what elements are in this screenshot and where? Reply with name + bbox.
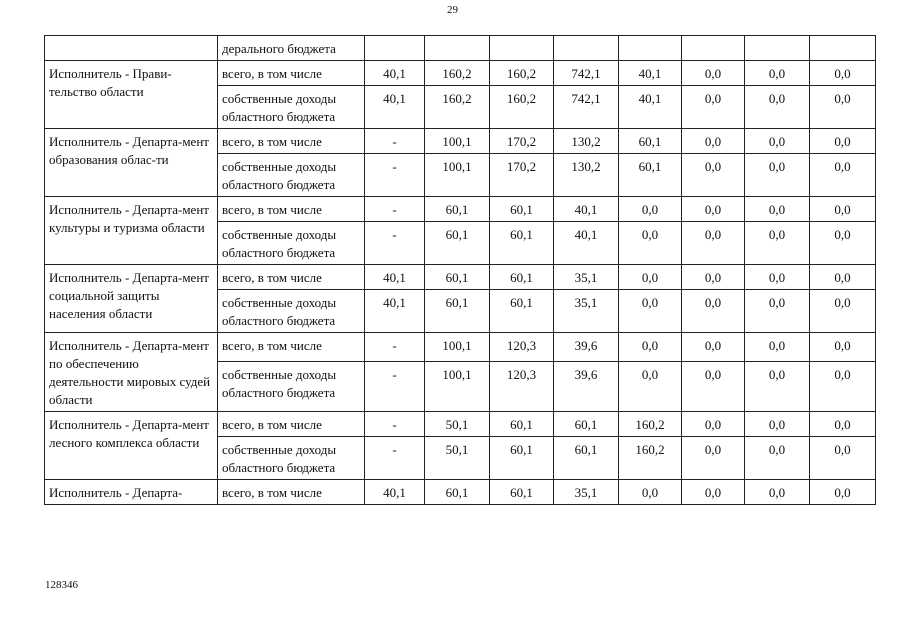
executor-cell: Исполнитель - Департа-: [45, 480, 218, 505]
value-cell: 0,0: [745, 333, 810, 362]
table-row: [45, 197, 876, 222]
value-cell: 0,0: [810, 197, 876, 222]
value-cell: 170,2: [490, 129, 554, 154]
value-cell: 0,0: [745, 290, 810, 333]
value-cell: 40,1: [554, 222, 619, 265]
value-cell: 0,0: [682, 480, 745, 505]
funding-source-cell: всего, в том числе: [218, 412, 365, 437]
executor-cell: Исполнитель - Департа-мент социальной защиты населения области: [45, 265, 218, 333]
value-cell: 0,0: [682, 154, 745, 197]
funding-source-cell: всего, в том числе: [218, 333, 365, 362]
value-cell: 60,1: [425, 265, 490, 290]
table-row: [45, 36, 876, 61]
value-cell: 160,2: [490, 86, 554, 129]
funding-source-cell: собственные доходы областного бюджета: [218, 86, 365, 129]
value-cell: 0,0: [810, 61, 876, 86]
value-cell: 50,1: [425, 437, 490, 480]
funding-source-cell: всего, в том числе: [218, 129, 365, 154]
value-cell: 0,0: [682, 222, 745, 265]
value-cell: 0,0: [682, 129, 745, 154]
value-cell: [490, 36, 554, 61]
table-row: [45, 265, 876, 290]
funding-source-cell: собственные доходы областного бюджета: [218, 362, 365, 412]
value-cell: 60,1: [490, 222, 554, 265]
value-cell: 0,0: [745, 437, 810, 480]
value-cell: 60,1: [490, 197, 554, 222]
value-cell: [619, 36, 682, 61]
value-cell: 60,1: [619, 129, 682, 154]
value-cell: 0,0: [810, 222, 876, 265]
value-cell: 742,1: [554, 86, 619, 129]
value-cell: 60,1: [425, 222, 490, 265]
value-cell: 100,1: [425, 154, 490, 197]
funding-source-cell: всего, в том числе: [218, 265, 365, 290]
value-cell: [365, 36, 425, 61]
value-cell: 39,6: [554, 333, 619, 362]
value-cell: 60,1: [490, 290, 554, 333]
value-cell: 100,1: [425, 362, 490, 412]
value-cell: 120,3: [490, 333, 554, 362]
value-cell: 0,0: [810, 480, 876, 505]
value-cell: 0,0: [810, 412, 876, 437]
executor-cell: Исполнитель - Прави-тельство области: [45, 61, 218, 129]
funding-source-cell: дерального бюджета: [218, 36, 365, 61]
value-cell: 160,2: [619, 437, 682, 480]
document-code: 128346: [45, 579, 78, 591]
value-cell: 0,0: [810, 437, 876, 480]
value-cell: 130,2: [554, 154, 619, 197]
value-cell: [810, 36, 876, 61]
value-cell: 0,0: [745, 197, 810, 222]
funding-source-cell: собственные доходы областного бюджета: [218, 222, 365, 265]
value-cell: 60,1: [490, 480, 554, 505]
funding-source-cell: собственные доходы областного бюджета: [218, 437, 365, 480]
value-cell: 170,2: [490, 154, 554, 197]
value-cell: 742,1: [554, 61, 619, 86]
funding-source-cell: всего, в том числе: [218, 61, 365, 86]
value-cell: 60,1: [554, 412, 619, 437]
value-cell: 0,0: [682, 437, 745, 480]
value-cell: 0,0: [619, 222, 682, 265]
value-cell: 0,0: [745, 129, 810, 154]
table-row: [45, 412, 876, 437]
value-cell: 60,1: [619, 154, 682, 197]
value-cell: -: [365, 437, 425, 480]
value-cell: 0,0: [810, 129, 876, 154]
value-cell: 0,0: [682, 265, 745, 290]
value-cell: 35,1: [554, 480, 619, 505]
value-cell: -: [365, 333, 425, 362]
value-cell: 40,1: [365, 265, 425, 290]
value-cell: 0,0: [810, 362, 876, 412]
table-row: [45, 129, 876, 154]
value-cell: 100,1: [425, 333, 490, 362]
value-cell: 0,0: [810, 290, 876, 333]
value-cell: 60,1: [425, 197, 490, 222]
value-cell: -: [365, 197, 425, 222]
value-cell: 40,1: [365, 86, 425, 129]
value-cell: 50,1: [425, 412, 490, 437]
value-cell: 35,1: [554, 265, 619, 290]
value-cell: 0,0: [682, 362, 745, 412]
value-cell: 0,0: [810, 86, 876, 129]
value-cell: 160,2: [619, 412, 682, 437]
funding-source-cell: всего, в том числе: [218, 480, 365, 505]
value-cell: 39,6: [554, 362, 619, 412]
value-cell: 60,1: [490, 437, 554, 480]
value-cell: 160,2: [425, 86, 490, 129]
value-cell: 130,2: [554, 129, 619, 154]
value-cell: 0,0: [745, 265, 810, 290]
executor-cell: Исполнитель - Департа-мент культуры и туризма области: [45, 197, 218, 265]
value-cell: 0,0: [745, 222, 810, 265]
value-cell: 0,0: [682, 333, 745, 362]
funding-source-cell: всего, в том числе: [218, 197, 365, 222]
value-cell: 60,1: [425, 290, 490, 333]
value-cell: 40,1: [365, 480, 425, 505]
value-cell: 0,0: [682, 412, 745, 437]
value-cell: 0,0: [682, 86, 745, 129]
value-cell: 100,1: [425, 129, 490, 154]
value-cell: 60,1: [554, 437, 619, 480]
value-cell: 0,0: [682, 290, 745, 333]
value-cell: 60,1: [490, 265, 554, 290]
value-cell: 60,1: [425, 480, 490, 505]
value-cell: 40,1: [619, 86, 682, 129]
value-cell: [554, 36, 619, 61]
value-cell: 0,0: [619, 333, 682, 362]
budget-table: [44, 35, 876, 505]
value-cell: 0,0: [810, 333, 876, 362]
value-cell: 0,0: [745, 61, 810, 86]
value-cell: 0,0: [810, 265, 876, 290]
executor-cell: Исполнитель - Департа-мент образования облас-ти: [45, 129, 218, 197]
page-number: 29: [447, 4, 458, 16]
value-cell: 160,2: [425, 61, 490, 86]
value-cell: 0,0: [682, 61, 745, 86]
value-cell: 60,1: [490, 412, 554, 437]
value-cell: 160,2: [490, 61, 554, 86]
value-cell: [745, 36, 810, 61]
value-cell: -: [365, 412, 425, 437]
funding-source-cell: собственные доходы областного бюджета: [218, 290, 365, 333]
value-cell: 0,0: [810, 154, 876, 197]
value-cell: 0,0: [619, 197, 682, 222]
budget-table-body: [45, 36, 876, 505]
table-row: [45, 480, 876, 505]
value-cell: 0,0: [745, 412, 810, 437]
value-cell: 35,1: [554, 290, 619, 333]
executor-cell: Исполнитель - Департа-мент лесного комплекса области: [45, 412, 218, 480]
value-cell: 0,0: [745, 362, 810, 412]
executor-cell: [45, 36, 218, 61]
value-cell: 0,0: [619, 480, 682, 505]
value-cell: 0,0: [745, 154, 810, 197]
value-cell: -: [365, 222, 425, 265]
value-cell: -: [365, 129, 425, 154]
value-cell: 0,0: [619, 362, 682, 412]
funding-source-cell: собственные доходы областного бюджета: [218, 154, 365, 197]
value-cell: [682, 36, 745, 61]
value-cell: 120,3: [490, 362, 554, 412]
value-cell: 40,1: [365, 61, 425, 86]
value-cell: 40,1: [365, 290, 425, 333]
table-row: [45, 333, 876, 362]
value-cell: -: [365, 154, 425, 197]
value-cell: 0,0: [682, 197, 745, 222]
value-cell: -: [365, 362, 425, 412]
value-cell: 0,0: [619, 265, 682, 290]
executor-cell: Исполнитель - Департа-мент по обеспечению деятельности мировых судей области: [45, 333, 218, 412]
value-cell: 40,1: [619, 61, 682, 86]
value-cell: 0,0: [619, 290, 682, 333]
value-cell: 0,0: [745, 480, 810, 505]
value-cell: 0,0: [745, 86, 810, 129]
value-cell: 40,1: [554, 197, 619, 222]
value-cell: [425, 36, 490, 61]
table-row: [45, 61, 876, 86]
